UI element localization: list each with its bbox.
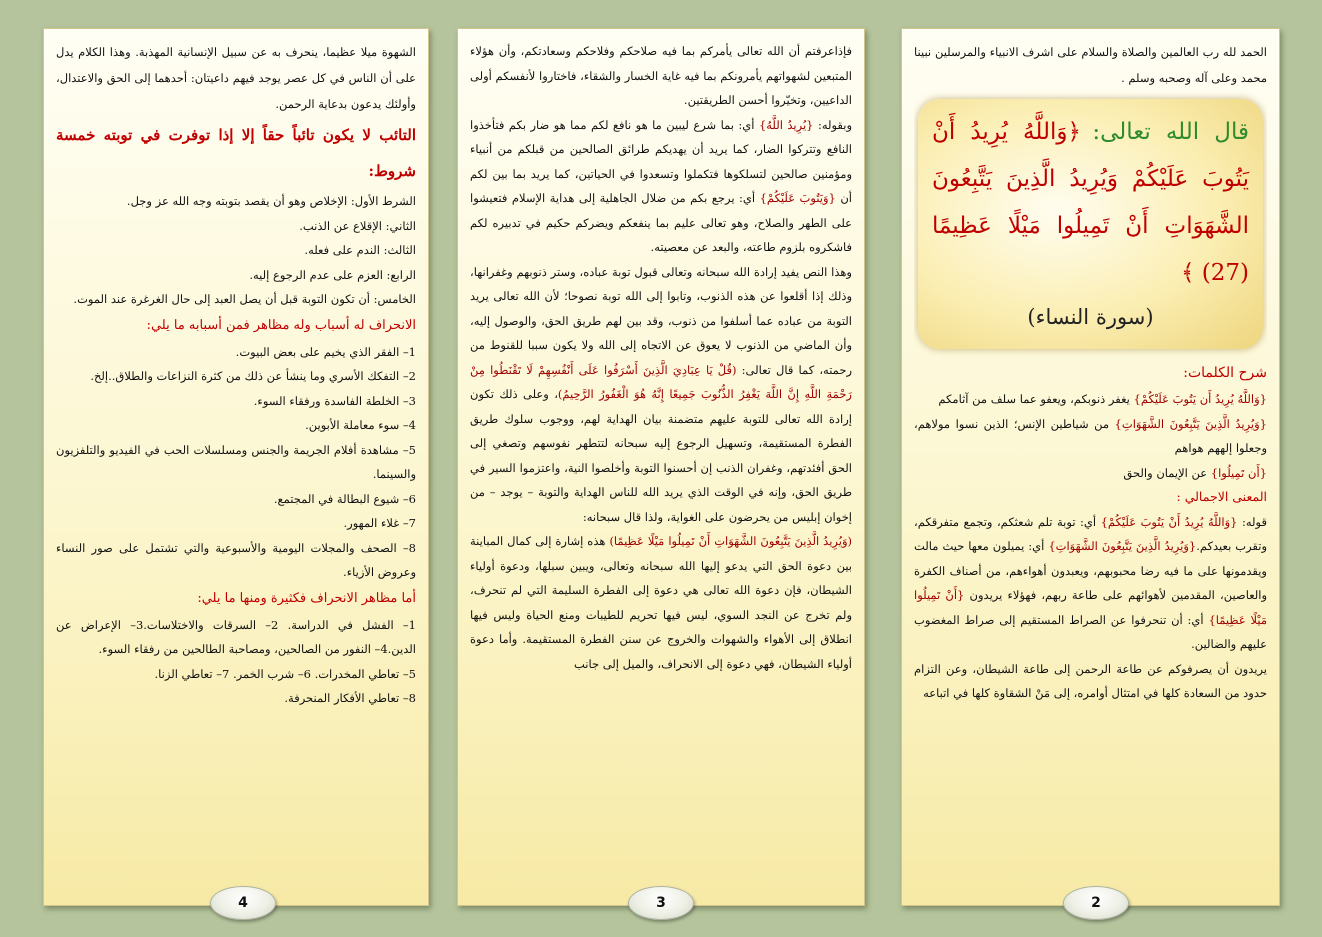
meaning-part-a: قوله:	[1237, 514, 1267, 529]
p3-part-d: وهذا النص يفيد إرادة الله سبحانه وتعالى قبول توبة عباده، وستر ذنوبهم وغفرانها، وذلك إذا أقلعوا عن هذه الذنوب، وتابوا إلى الله توبة نصوحا؛ لأن الله تعالى يريد التوبة من عباده عما أسلفوا من ذنوب، وقد بين لهم طريق الحق، والوصول إليه، وأن الماضي من الذنوب لا يعوق عن الاتجاه إلى الله ولا يكون سببا للقنوط من رحمته، كما قال تعالى:	[470, 264, 852, 377]
causes-list	[56, 340, 416, 585]
p3-part-f: هذه إشارة إلى كمال المباينة بين دعوة الحق التي يدعو إليها الله سبحانه وتعالى، ويبين سبلها، ودعوة أولياء الشيطان، فإن دعوة الله تعالى هي دعوة إلى الفطرة السليمة التي لم تنحرف، ولم تخرج عن النجد السوي، ليس فيها تحريم للطيبات ومنع الحياة وليس فيها انطلاق إلى الأهواء والشهوات والخروج عن سنن الفطرة المستقيمة. وأما دعوة أولياء الشيطان، فهي دعوة إلى الانحراف، والميل إلى جانب	[470, 534, 852, 671]
verse-intro: قال الله تعالى:	[1092, 119, 1249, 145]
meaning-quote-3: {أَنْ تَمِيلُوا مَيْلًا عَظِيمًا}	[914, 588, 1267, 627]
page-number-3: 3	[628, 886, 694, 920]
page-3-panel	[457, 28, 865, 911]
page-4-content	[56, 39, 416, 861]
verse-box	[918, 99, 1263, 349]
page-3-paragraph-2	[470, 113, 852, 260]
cause-item: 1– الفقر الذي يخيم على بعض البيوت.	[235, 344, 416, 359]
condition-item: الثالث: الندم على فعله.	[304, 243, 416, 257]
cause-item: 7– غلاء المهور.	[343, 516, 416, 530]
p3-quote-3: (قُلْ يَا عِبَادِيَ الَّذِينَ أَسْرَفُوا عَلَى أَنْفُسِهِمْ لَا تَقْنَطُوا مِنْ رَحْمَةِ اللَّهِ إِنَّ اللَّهَ يَغْفِرُ الذُّنُوبَ جَمِيعًا إِنَّهُ هُوَ الْغَفُورُ الرَّحِيمُ)	[470, 362, 852, 401]
cause-item: 8– الصحف والمجلات اليومية والأسبوعية والتي تشتمل على صور النساء وعروض الأزياء.	[56, 540, 416, 579]
condition-item: الثاني: الإقلاع عن الذنب.	[299, 218, 416, 233]
meaning-part-b: أي: توبة تلم شعثكم، وتجمع متفرقكم، وتقرب بعيدكم.	[914, 514, 1267, 553]
word-1	[914, 387, 1267, 412]
page-3-paragraph-1: فإذاعرفتم أن الله تعالى يأمركم بما فيه صلاحكم وفلاحكم وسعادتكم، وأن هؤلاء المتبعين لشهواتهم يأمرونكم بما فيه غاية الخسار والشقاء، فاختاروا لأنفسكم أولى الداعيين، وتخيّروا أحسن الطريقتين.	[470, 44, 852, 107]
meaning-quote-1: {وَاللَّهُ يُرِيدُ أَنْ يَتُوبَ عَلَيْكُمْ}	[1100, 514, 1238, 529]
cause-item: 6– شيوع البطالة في المجتمع.	[273, 491, 416, 506]
p3-quote-4: (وَيُرِيدُ الَّذِينَ يَتَّبِعُونَ الشَّهَوَاتِ أَنْ تَمِيلُوا مَيْلًا عَظِيمًا)	[609, 534, 852, 548]
page-number-2: 2	[1063, 886, 1129, 920]
meaning-paragraph-2: يريدون أن يصرفوكم عن طاعة الرحمن إلى طاعة الشيطان، وعن التزام حدود من السعادة كلها في امتثال أوامره، إلى مَنْ الشقاوة كلها في اتباعه	[914, 661, 1267, 700]
word-1-quote: {وَاللَّهُ يُرِيدُ أَن يَتُوبَ عَلَيْكُمْ}	[1133, 392, 1267, 406]
word-3-text: عن الإيمان والحق	[1123, 465, 1211, 480]
word-2	[914, 412, 1267, 461]
causes-heading: الانحراف له أسباب وله مظاهر فمن أسبابه ما يلي:	[146, 317, 416, 333]
page-2-panel	[901, 28, 1280, 911]
surah-name: (سورة النساء)	[1027, 305, 1154, 329]
manifestation-item: 5– تعاطي المخدرات. 6– شرب الخمر. 7– تعاطي الزنا.	[154, 666, 416, 681]
meaning-paragraph	[914, 510, 1267, 657]
p3-part-c: أي: يرجع بكم من ضلال الجاهلية إلى هداية الإسلام فتعيشوا على الطهر والصلاح، وهو تعالى عليم بما ينفعكم ويضركم حكيم في تدبيره لكم فاشكروه بلزوم طاعته، والبعد عن معصيته.	[470, 191, 852, 254]
page-3-paragraph-3	[470, 260, 852, 530]
p3-part-b: أي: بما شرع ليبين ما هو نافع لكم مما هو ضار بكم فتأخذوا النافع وتتركوا الضار، كما يريد أن يهديكم طرائق الصالحين من قبلكم من أنبياء ومؤمنين صالحين لتسلكوها فتكملوا وتسعدوا في الحياتين، كما يريد بما بين لكم أن	[470, 117, 852, 205]
word-2-text: من شياطين الإنس؛ الذين نسوا مولاهم، وجعلوا إلههم هواهم	[914, 416, 1267, 455]
conditions-list	[56, 189, 416, 312]
meaning-part-d: أي: أن تنحرفوا عن الصراط المستقيم إلى صراط المغضوب عليهم والضالين.	[914, 612, 1267, 651]
manifestations-heading: أما مظاهر الانحراف فكثيرة ومنها ما يلي:	[197, 590, 416, 606]
p3-quote-1: {يُرِيدُ اللَّهُ}	[758, 117, 814, 132]
condition-item: الرابع: العزم على عدم الرجوع إليه.	[249, 267, 416, 282]
word-3	[914, 461, 1267, 486]
page-3-paragraph-4	[470, 529, 852, 676]
word-1-text: يغفر ذنوبكم، ويعفو عما سلف من آثامكم	[938, 392, 1134, 406]
page-number-4: 4	[210, 886, 276, 920]
cause-item: 2– التفكك الأسري وما ينشأ عن ذلك من كثرة النزاعات والطلاق..إلخ.	[90, 369, 416, 383]
words-heading: شرح الكلمات:	[1183, 365, 1267, 381]
word-2-quote: {وَيُرِيدُ الَّذِينَ يَتَّبِعُونَ الشَّهَوَاتِ}	[1114, 416, 1267, 431]
meaning-heading: المعنى الاجمالي :	[1176, 489, 1267, 504]
page-2-content	[914, 39, 1267, 861]
page-3-content	[470, 39, 852, 861]
p3-quote-2: {وَيَتُوبَ عَلَيْكُمْ}	[759, 191, 836, 205]
manifestation-item: 8– تعاطي الأفكار المنحرفة.	[284, 691, 416, 705]
cause-item: 4– سوء معاملة الأبوين.	[305, 418, 416, 432]
conditions-heading: التائب لا يكون تائباً حقاً إلا إذا توفرت في توبته خمسة شروط:	[56, 126, 416, 180]
word-3-quote: {أَن تَمِيلُوا}	[1210, 465, 1267, 480]
manifestation-item: 1– الفشل في الدراسة. 2– السرقات والاختلاسات.3– الإعراض عن الدين.4– النفور من الصالحين، ومصاحبة الطالحين من رفقاء السوء.	[56, 617, 416, 656]
page-4-intro: الشهوة ميلا عظيما، ينحرف به عن سبيل الإنسانية المهذبة. وهذا الكلام يدل على أن الناس في كل عصر يوجد فيهم داعيتان: أحدهما إلى الحق والاعتدال، وأولئك يدعون بدعاية الرحمن.	[56, 45, 416, 111]
condition-item: الشرط الأول: الإخلاص وهو أن يقصد بتوبته وجه الله عز وجل.	[126, 194, 416, 208]
cause-item: 5– مشاهدة أفلام الجريمة والجنس ومسلسلات الحب في الفيديو والتلفزيون والسينما.	[56, 442, 416, 481]
p3-part-a: وبقوله:	[813, 117, 852, 132]
intro-text: الحمد لله رب العالمين والصلاة والسلام على اشرف الانبياء والمرسلين نبينا محمد وعلى آله وصحبه وسلم .	[914, 45, 1267, 85]
meaning-part-c: أي: يميلون معها حيث مالت ويقدمونها على ما فيه رضا محبوبهم، ويعبدون أهواءهم، من أصناف الكفرة والعاصين، المقدمين لأهوائهم على طاعة ربهم، فهؤلاء يريدون	[914, 539, 1267, 602]
p3-part-e: ، وعلى ذلك تكون إرادة الله تعالى للتوبة عليهم متضمنة بيان الهداية لهم، ووجوب سلوك طريق الفطرة المستقيمة، وتسهيل الرجوع إليه سبحانه لتتطهر نفوسهم وتصغي إلى الحق أفئدتهم، وغفران الذنب إن أحسنوا التوبة وأخلصوا النية، واعتزموا السير في طريق الحق، وإنه في الوقت الذي يريد الله للناس الهداية والتوبة – يوجد – من إخوان إبليس من يحرضون على الغواية، ولذا قال سبحانه:	[470, 387, 852, 524]
condition-item: الخامس: أن تكون التوبة قبل أن يصل العبد إلى حال الغرغرة عند الموت.	[73, 292, 416, 306]
meaning-quote-2: {وَيُرِيدُ الَّذِينَ يَتَّبِعُونَ الشَّهَوَاتِ}	[1048, 539, 1197, 553]
verse-text: ﴿وَاللَّهُ يُرِيدُ أَنْ يَتُوبَ عَلَيْكُمْ وَيُرِيدُ الَّذِينَ يَتَّبِعُونَ الشَّهَوَاتِ أَنْ تَمِيلُوا مَيْلًا عَظِيمًا (27) ﴾	[932, 119, 1249, 286]
page-4-panel	[43, 28, 429, 911]
cause-item: 3– الخلطة الفاسدة ورفقاء السوء.	[253, 393, 416, 408]
manifestations-list	[56, 613, 416, 711]
